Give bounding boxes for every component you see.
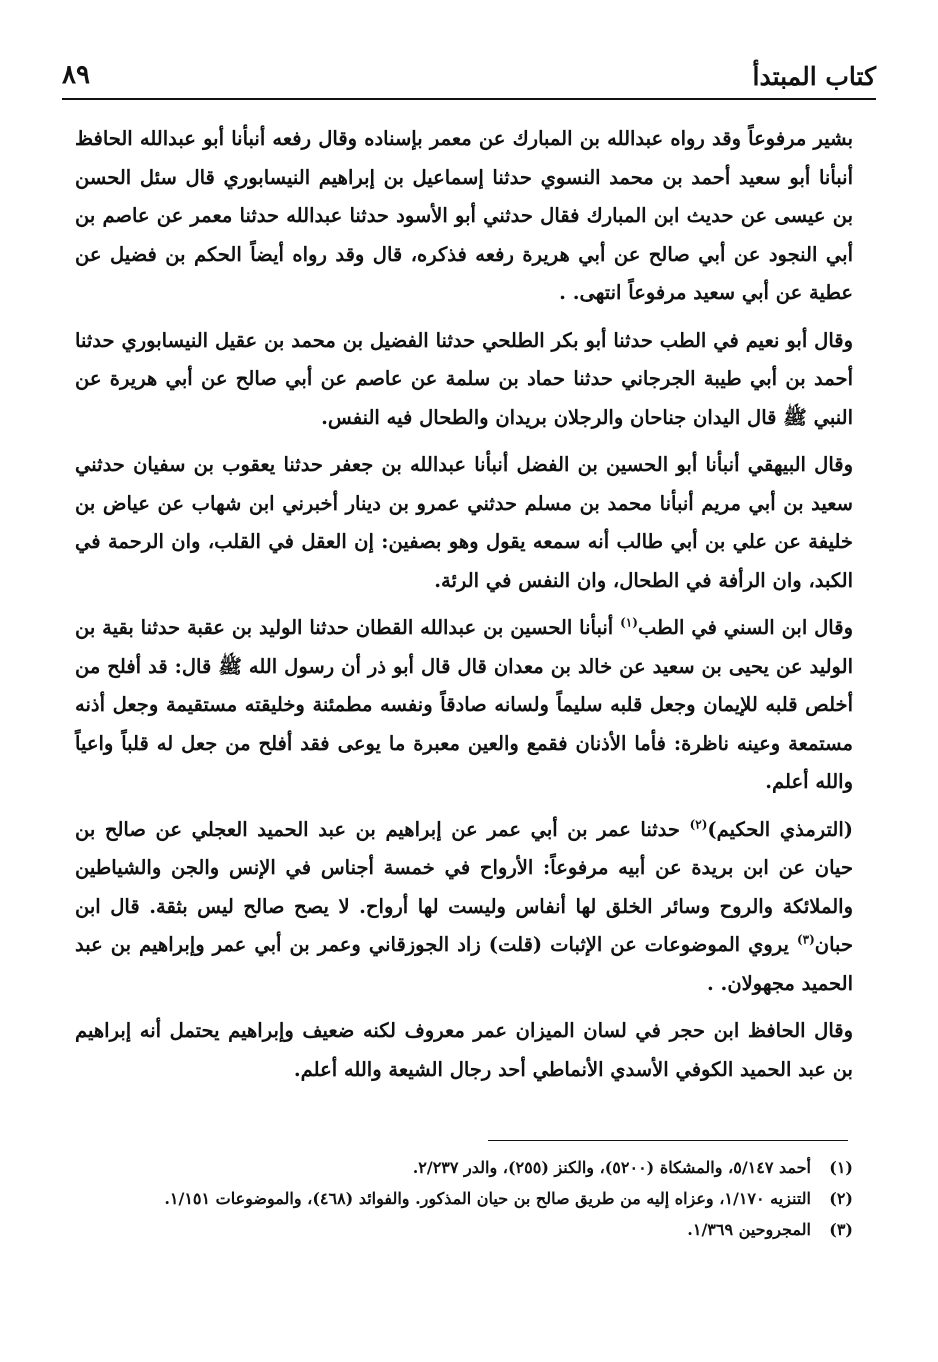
footnote-2: [75, 1183, 853, 1214]
footnote-number: (٢): [829, 1189, 853, 1208]
paragraph-5: [75, 811, 853, 1004]
footnote-1: [75, 1152, 853, 1183]
footnote-ref-2[interactable]: (٢): [689, 817, 708, 831]
footnote-3: [75, 1214, 853, 1245]
paragraph-6: وقال الحافظ ابن حجر في لسان الميزان عمر معروف لكنه ضعيف وإبراهيم يحتمل أنه إبراهيم بن عبد الحميد الكوفي الأسدي الأنماطي أحد رجال الشيعة والله أعلم.: [75, 1019, 853, 1081]
paragraph-3: وقال البيهقي أنبأنا أبو الحسين بن الفضل أنبأنا عبدالله بن جعفر حدثنا يعقوب بن سفيان حدثني سعيد بن أبي مريم أنبأنا محمد بن مسلم حدثني عمرو بن دينار أخبرني ابن شهاب عن عياض بن خليفة عن علي بن أبي طالب أنه سمعه يقول وهو بصفين: إن العقل في القلب، وان الرحمة في الكبد، وان الرأفة في الطحال، وان النفس في الرئة.: [75, 453, 853, 592]
page-header: [62, 58, 876, 100]
paragraph-1: بشير مرفوعاً وقد رواه عبدالله بن المبارك عن معمر بإسناده وقال رفعه أنبأنا أبو عبدالله الحافظ أنبأنا أبو سعيد أحمد بن محمد النسوي حدثنا إسماعيل بن إبراهيم النيسابوري قال سئل الحسن بن عيسى عن حديث ابن المبارك فقال حدثني أبو الأسود حدثنا عبدالله حدثنا معمر عن عاصم بن أبي النجود عن أبي صالح عن أبي هريرة رفعه فذكره، قال وقد رواه أيضاً الحكم بن فضيل عن عطية عن أبي سعيد مرفوعاً انتهى. .: [75, 127, 853, 304]
footnote-text: أحمد ٥/١٤٧، والمشكاة (٥٢٠٠)، والكنز (٢٥٥)، والدر ٢/٢٣٧.: [412, 1158, 811, 1177]
footnote-ref-3[interactable]: (٣): [796, 932, 815, 947]
footnote-text: التنزيه ١/١٧٠، وعزاه إليه من طريق صالح بن حيان المذكور. والفوائد (٤٦٨)، والموضوعات ١/١٥١.: [164, 1189, 811, 1208]
footnote-number: (١): [829, 1158, 853, 1177]
footnote-ref-1[interactable]: (١): [620, 615, 638, 630]
paragraph-4-body: أنبأنا الحسين بن عبدالله القطان حدثنا الوليد بن عقبة حدثنا بقية بن الوليد عن يحيى بن سعيد عن خالد بن معدان قال قال أبو ذر أن رسول الله ﷺ قال: قد أفلح من أخلص قلبه للإيمان وجعل قلبه سليماً ولسانه صادقاً ونفسه مطمئنة وخليقته مستقيمة وجعل أذنه مستمعة وعينه ناظرة: فأما الأذنان فقمع والعين معبرة ما يوعى فقد أفلح من جعل له قلباً واعياً والله أعلم.: [75, 616, 853, 793]
paragraph-5-lead: (الترمذي الحكيم): [707, 817, 854, 841]
footnote-separator: [488, 1140, 848, 1141]
footnote-text: المجروحين ١/٣٦٩.: [687, 1220, 811, 1239]
paragraph-2: وقال أبو نعيم في الطب حدثنا أبو بكر الطلحي حدثنا الفضيل بن محمد بن عقيل النيسابوري حدثنا أحمد بن أبي طيبة الجرجاني حدثنا حماد بن سلمة عن عاصم عن أبي صالح عن أبي هريرة عن النبي ﷺ قال اليدان جناحان والرجلان بريدان والطحال فيه النفس.: [75, 328, 853, 429]
running-title: كتاب المبتدأ: [752, 62, 876, 91]
page-number: ٨٩: [62, 60, 90, 90]
footnote-number: (٣): [829, 1220, 853, 1239]
paragraph-5-body: حدثنا عمر بن أبي عمر عن إبراهيم بن عبد الحميد العجلي عن صالح بن حيان عن ابن بريدة عن أبيه مرفوعاً: الأرواح في خمسة أجناس في الإنس والجن والشياطين والملائكة والروح وسائر الخلق لها أنفاس وليست لها أرواح. لا يصح صالح ليس بثقة. قال ابن حبان: [75, 817, 853, 956]
paragraph-4: [75, 609, 853, 802]
paragraph-4-lead: وقال ابن السني في الطب: [637, 616, 853, 639]
paragraph-5-tail: يروي الموضوعات عن الإثبات (قلت) زاد الجوزقاني وعمر بن أبي عمر وإبراهيم بن عبد الحميد مجهولان. .: [75, 933, 853, 995]
main-text: [75, 120, 853, 1089]
footnotes: [75, 1152, 853, 1245]
